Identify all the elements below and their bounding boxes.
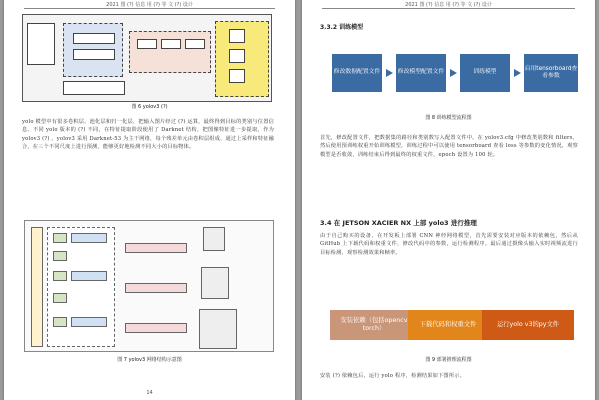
deploy-step-3: 运行yolo v3的py文件 [482, 310, 574, 340]
header-rule [24, 8, 275, 9]
document-page-right [302, 0, 595, 400]
figure-caption: 图 8 训练模型流程图 [425, 115, 472, 121]
upsample-block [125, 243, 187, 253]
scale-output-2 [229, 49, 245, 63]
flow-step-3: 训练模型 [460, 54, 510, 92]
flow-arrow [386, 69, 393, 77]
flow-step-1: 修改数据配置文件 [332, 54, 382, 92]
output-cube-medium [201, 267, 229, 299]
res-block [53, 233, 67, 243]
document-page-left [4, 0, 295, 400]
header-rule [322, 8, 575, 9]
res-block [53, 293, 67, 303]
yolo-structure-figure [22, 14, 272, 102]
figure-caption: 图 7 yolov3 网络结构示意图 [117, 357, 182, 363]
feature-block [73, 49, 115, 60]
grid-legend-block [63, 81, 125, 95]
scale-output-1 [229, 29, 245, 43]
conv-block [71, 271, 107, 281]
page-header: 2021 图 (?) 信息 用 (?) 等 文 (?) 设计 [405, 2, 492, 8]
neck-region [129, 31, 211, 73]
figure-caption: 图 6 yolov3 (?) [131, 104, 168, 110]
flow-step-4: 启用tensorboard查看参数 [524, 54, 578, 92]
flow-arrow [450, 69, 457, 77]
flow-arrow [514, 69, 521, 77]
neck-block-1 [137, 39, 157, 49]
output-cube-large [199, 309, 237, 349]
backbone-column [47, 227, 115, 347]
res-block [53, 271, 67, 281]
body-paragraph: yolo 模型中有很多卷积层、池化层和归一化层，把输入图片经过 (?) 运算，最终得到目标的类别与位置信息。不同 yolo 版本的 (?) 不同，在特征提取阶段使用了 Darknet 结构，把图像特征进一步提取，作为 yolov3 (?) 。yolov3 采用 Darknet-53 为主干网络，每个残差单元由卷积层组成，通过上采样和特征融合，在三个不同尺度上进行预测，能够更好地检测不同大小的目标物体。 [22, 119, 274, 151]
body-paragraph: 由于自己购买的设备，在开发板上部署 CNN 神经网络模型，首先需要安装对应版本的依赖包，然后从 GitHub 上下载代码和权重文件，修改代码中的参数，运行检测程序。最后通过摄像头输入实时视频流进行目标检测，观察检测效果和帧率。 [320, 233, 578, 256]
conv-block [71, 317, 107, 327]
body-paragraph: 首先，修改配置文件，把数据集的路径和类别数写入配置文件中。在 yolov3.cfg 中修改类别数和 filters，然后使用预训练权重开始训练模型，训练过程中可以使用 tensorboard 查看 loss 等参数的变化情况，观察模型是否收敛，训练结束后得到最终的权重文件，epoch 设置为 100 轮。 [320, 135, 578, 158]
conv-block [71, 233, 107, 243]
yolov3-network-figure [24, 220, 274, 352]
page-number: 14 [146, 390, 153, 396]
figure-caption: 图 9 部署推理流程图 [425, 357, 472, 363]
res-block [53, 317, 67, 327]
deploy-step-1: 安装依赖（包括opencv torch） [330, 310, 418, 340]
output-cube-small [203, 227, 225, 251]
body-paragraph: 安装 (?) 依赖包后，运行 yolo 程序，检测结果如下图所示。 [320, 373, 465, 379]
upsample-block [125, 323, 187, 333]
deploy-step-2: 下载代码和权重文件 [408, 310, 488, 340]
input-column [31, 227, 43, 347]
darknet-block [73, 33, 115, 44]
page-header: 2021 图 (?) 信息 用 (?) 等 文 (?) 设计 [106, 2, 193, 8]
section-heading: 3.3.2 训练模型 [320, 24, 364, 31]
res-block [53, 251, 67, 261]
input-image-block [27, 23, 55, 65]
flow-step-2: 修改模型配置文件 [396, 54, 446, 92]
neck-block-3 [185, 39, 205, 49]
section-heading: 3.4 在 JETSON XACIER NX 上部 yolo3 进行推理 [320, 219, 477, 227]
upsample-block [125, 283, 187, 293]
scale-output-3 [229, 69, 245, 83]
neck-block-2 [161, 39, 181, 49]
